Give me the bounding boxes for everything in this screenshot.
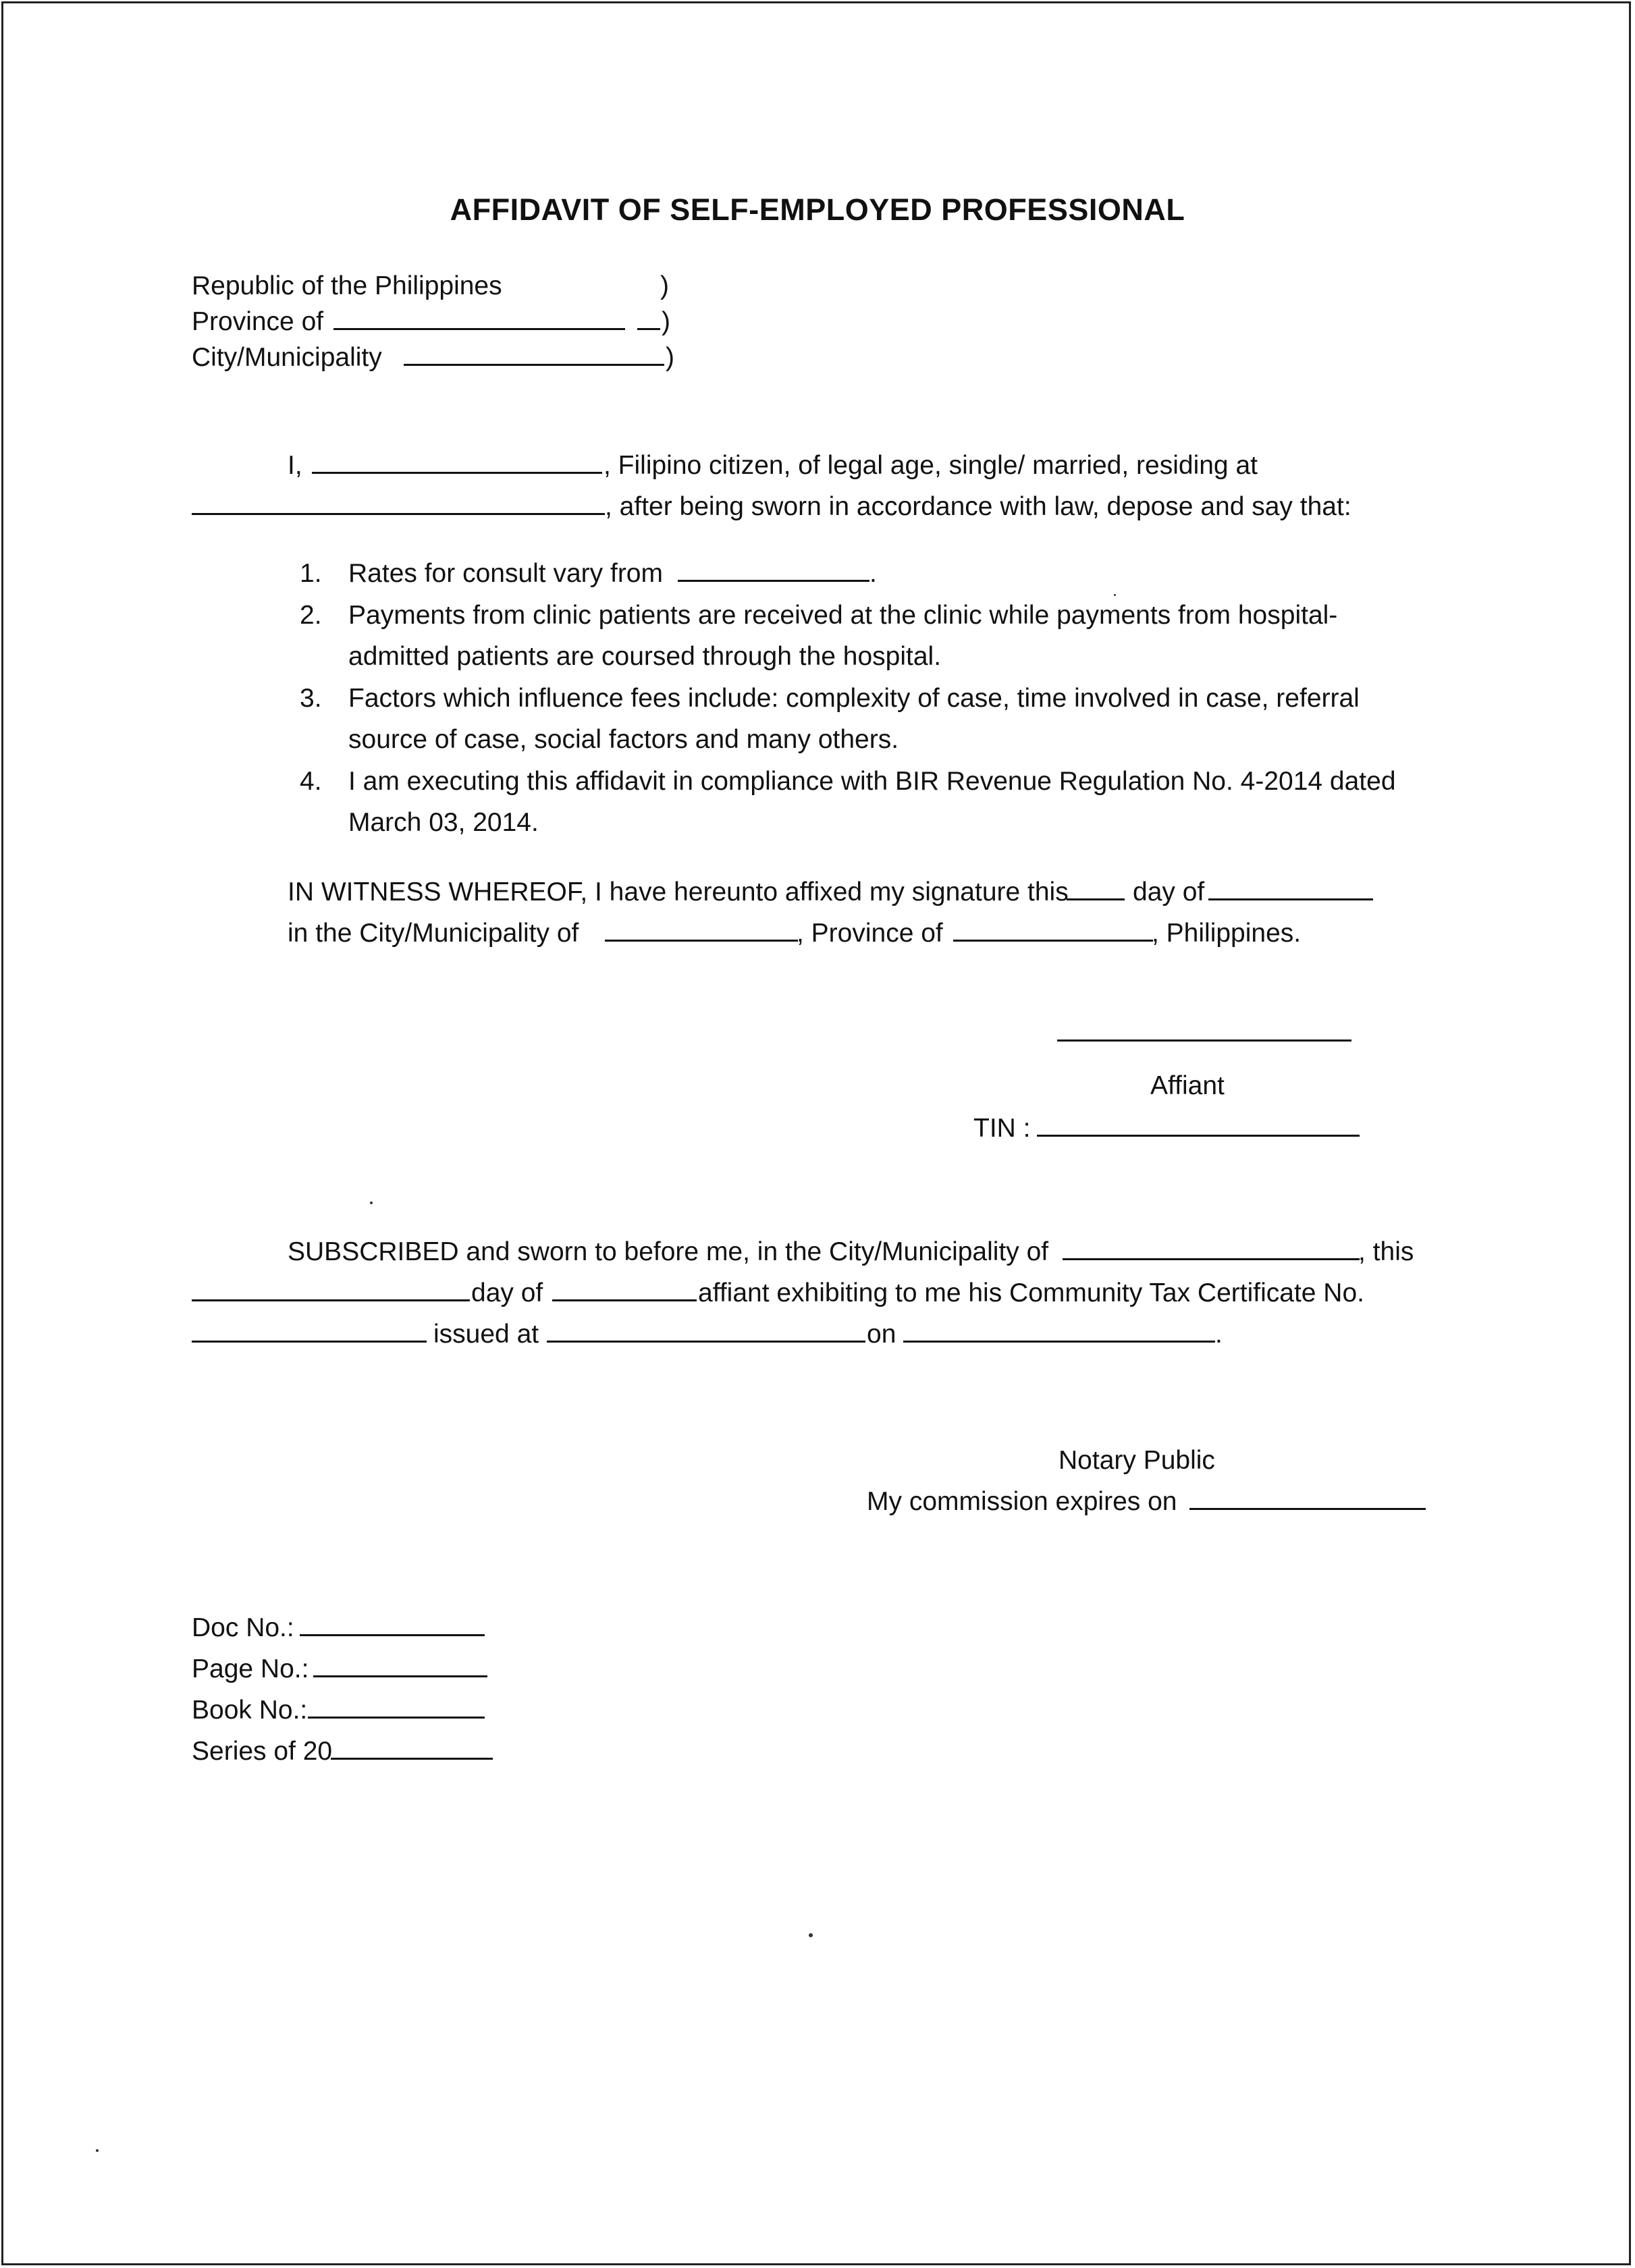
consult-rate-field[interactable] [678, 560, 869, 587]
venue-republic: Republic of the Philippines [192, 271, 502, 300]
doc-no-label: Doc No.: [192, 1613, 294, 1642]
subscribed-city-field[interactable] [1063, 1239, 1360, 1265]
subscribed-text: SUBSCRIBED and sworn to before me, in the City/Municipality of [288, 1237, 1049, 1266]
doc-no-field[interactable] [300, 1615, 485, 1641]
subscribed-exhibiting: affiant exhibiting to me his Community Tax Certificate No. [698, 1278, 1364, 1307]
document-title: AFFIDAVIT OF SELF-EMPLOYED PROFESSIONAL [450, 192, 1185, 227]
book-no-field[interactable] [308, 1697, 485, 1723]
venue-province-label: Province of [192, 307, 324, 336]
witness-in-city: in the City/Municipality of [288, 919, 579, 948]
item-4-number: 4. [300, 767, 322, 796]
series-field[interactable] [331, 1738, 493, 1764]
witness-philippines: , Philippines. [1152, 919, 1302, 948]
item-1-number: 1. [300, 559, 322, 588]
affiant-label: Affiant [1150, 1071, 1225, 1100]
scan-speck [96, 2149, 99, 2152]
witness-province: , Province of [797, 919, 943, 948]
witness-province-field[interactable] [953, 920, 1153, 946]
venue-paren-1: ) [660, 271, 669, 300]
venue-paren-3: ) [666, 343, 674, 372]
item-2-number: 2. [300, 601, 322, 630]
intro-citizen: , Filipino citizen, of legal age, single/ married, residing at [604, 451, 1258, 480]
item-3-number: 3. [300, 684, 322, 713]
ctc-number-field[interactable] [192, 1321, 427, 1347]
notary-label: Notary Public [1058, 1446, 1215, 1475]
item-1-text: Rates for consult vary from [348, 559, 663, 588]
commission-label: My commission expires on [867, 1487, 1177, 1516]
commission-field[interactable] [1189, 1488, 1426, 1515]
tin-label: TIN : [973, 1114, 1031, 1143]
subscribed-this: , this [1358, 1237, 1414, 1266]
witness-day-field[interactable] [1067, 879, 1125, 905]
subscribed-month-field[interactable] [552, 1280, 697, 1306]
witness-city-field[interactable] [605, 920, 798, 946]
witness-month-field[interactable] [1208, 879, 1373, 905]
subscribed-day-of: day of [471, 1278, 543, 1307]
scan-speck [370, 1202, 373, 1204]
venue-province-field-2 [637, 308, 660, 335]
residence-field[interactable] [192, 493, 605, 520]
issued-on-field[interactable] [903, 1321, 1215, 1347]
item-1-period: . [869, 559, 877, 588]
witness-text: IN WITNESS WHEREOF, I have hereunto affixed my signature this [288, 878, 1069, 907]
item-4-line-1: I am executing this affidavit in compliance with BIR Revenue Regulation No. 4-2014 dated [348, 767, 1396, 796]
affiant-signature-line[interactable] [1057, 1033, 1351, 1042]
affiant-name-field[interactable] [312, 452, 602, 479]
intro-sworn: , after being sworn in accordance with law, depose and say that: [605, 492, 1351, 521]
subscribed-day-field[interactable] [192, 1280, 470, 1306]
item-3-line-2: source of case, social factors and many others. [348, 725, 899, 754]
tin-field[interactable] [1037, 1115, 1360, 1141]
venue-city-field[interactable] [404, 344, 664, 371]
item-3-line-1: Factors which influence fees include: complexity of case, time involved in case, referral [348, 684, 1360, 713]
scan-speck [1114, 594, 1116, 596]
witness-day-of: day of [1133, 878, 1205, 907]
scan-speck [809, 1933, 813, 1937]
venue-province-field[interactable] [333, 308, 625, 335]
book-no-label: Book No.: [192, 1696, 308, 1725]
series-label: Series of 20 [192, 1737, 333, 1766]
venue-paren-2: ) [662, 307, 670, 336]
item-2-line-1: Payments from clinic patients are received at the clinic while payments from hospital- [348, 601, 1338, 630]
issued-at-field[interactable] [547, 1321, 865, 1347]
subscribed-period: . [1215, 1320, 1223, 1349]
page-no-label: Page No.: [192, 1654, 309, 1683]
intro-i: I, [288, 451, 302, 480]
subscribed-on: on [867, 1320, 896, 1349]
venue-city-label: City/Municipality [192, 343, 382, 372]
page-border [1, 1, 1631, 2265]
page-no-field[interactable] [313, 1656, 487, 1682]
item-2-line-2: admitted patients are coursed through the hospital. [348, 642, 942, 671]
item-4-line-2: March 03, 2014. [348, 808, 539, 837]
subscribed-issued-at: issued at [433, 1320, 539, 1349]
